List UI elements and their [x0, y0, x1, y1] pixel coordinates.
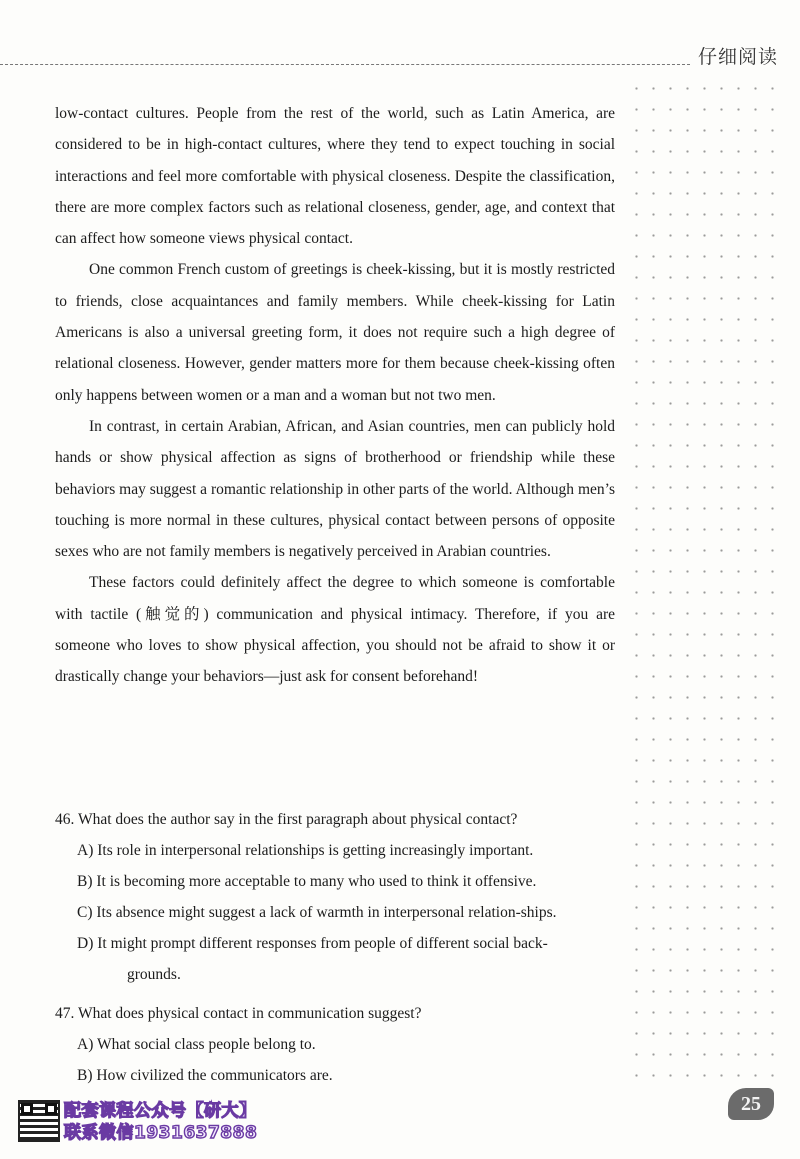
promo-watermark [64, 1100, 257, 1144]
question-list [55, 804, 620, 1099]
article-paragraph-2: One common French custom of greetings is cheek-kissing, but it is mostly restricted to friends, close acquaintances and family members. While cheek-kissing for Latin Americans is also a universal greeting form, it does not require such a high degree of relational closeness. However, gender matters more for them because cheek-kissing often only happens between women or a man and a woman but not two men. [55, 261, 615, 404]
page-number: 25 [728, 1088, 774, 1120]
option-d [55, 928, 620, 990]
promo-line-1: 配套课程公众号【研大】 [64, 1101, 257, 1121]
option-label: B) [77, 1067, 93, 1084]
option-text: It might prompt different responses from people of different social back- [97, 935, 548, 952]
option-text-continued: grounds. [127, 966, 181, 983]
option-c [55, 897, 620, 928]
margin-dot-grid [628, 78, 778, 1088]
promo-line-2: 联系微信1931637888 [64, 1123, 258, 1143]
option-label: C) [77, 904, 93, 921]
question-47 [55, 998, 620, 1091]
question-stem: 47. What does physical contact in communication suggest? [55, 1005, 422, 1022]
option-label: A) [77, 1036, 94, 1053]
option-text: What social class people belong to. [96, 1036, 316, 1053]
option-text: How civilized the communicators are. [96, 1067, 333, 1084]
question-stem: 46. What does the author say in the first paragraph about physical contact? [55, 811, 518, 828]
option-label: A) [77, 842, 94, 859]
article-paragraph-1: low-contact cultures. People from the rest of the world, such as Latin America, are considered to be in high-contact cultures, where they tend to expect touching in social interactions and feel more comfortable with physical closeness. Despite the classification, there are more complex factors such as relational closeness, gender, age, and context that can affect how someone views physical contact. [55, 105, 615, 248]
option-label: D) [77, 935, 94, 952]
option-b [55, 1060, 620, 1091]
article-paragraph-3: In contrast, in certain Arabian, African, and Asian countries, men can publicly hold hands or show physical affection as signs of brotherhood or friendship while these behaviors may suggest a romantic relationship in other parts of the world. Although men’s touching is more normal in these cultures, physical contact between persons of opposite sexes who are not family members is negatively perceived in Arabian countries. [55, 417, 615, 561]
article-text [55, 98, 615, 693]
header-rule [0, 64, 690, 65]
question-46 [55, 804, 620, 990]
option-a [55, 1029, 620, 1060]
option-label: B) [77, 873, 93, 890]
option-text: Its absence might suggest a lack of warmth in interpersonal relation-ships. [96, 904, 557, 921]
qr-code-icon [18, 1100, 60, 1142]
article-paragraph-4: These factors could definitely affect the degree to which someone is comfortable with tactile (触觉的) communication and physical intimacy. Therefore, if you are someone who loves to show physical affection, you should not be afraid to show it or drastically change your behaviors—just ask for consent beforehand! [55, 574, 615, 686]
option-a [55, 835, 620, 866]
option-b [55, 866, 620, 897]
option-text: Its role in interpersonal relationships is getting increasingly important. [97, 842, 534, 859]
option-text: It is becoming more acceptable to many who used to think it offensive. [96, 873, 537, 890]
section-title: 仔细阅读 [697, 46, 778, 68]
